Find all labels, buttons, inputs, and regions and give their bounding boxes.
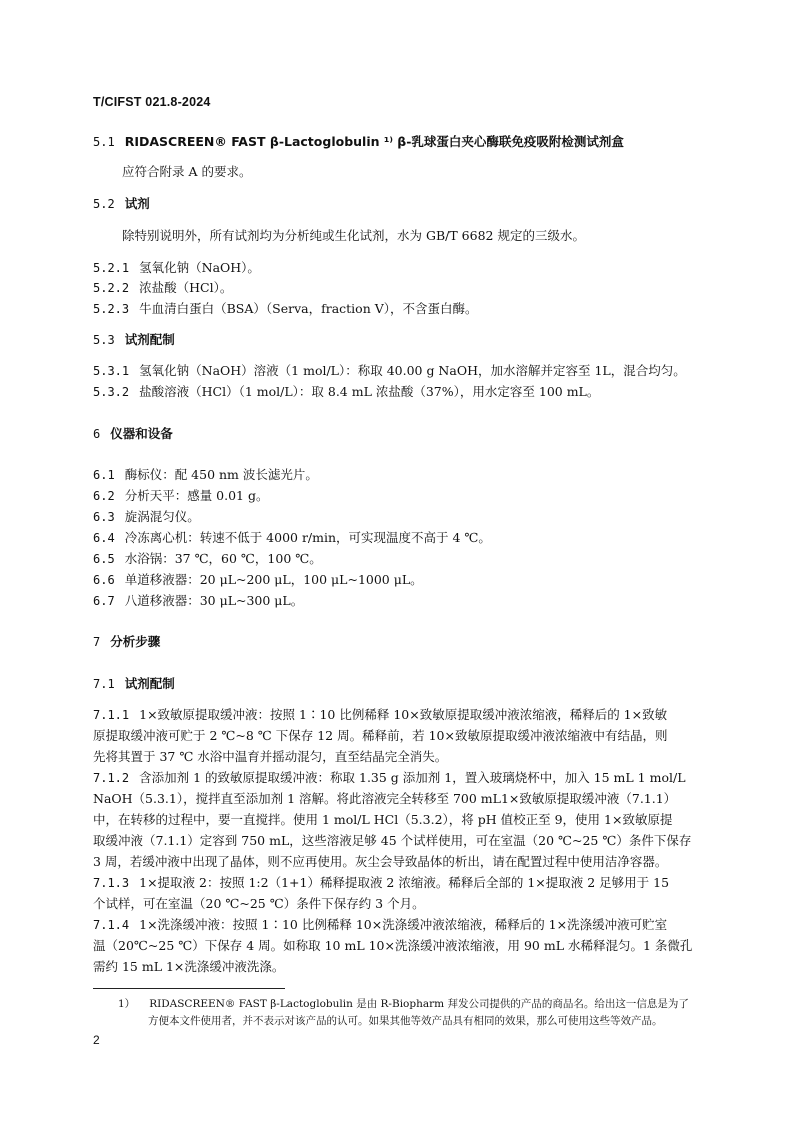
section-number: 7 — [93, 635, 101, 649]
section-number: 5.3 — [93, 333, 115, 347]
item-text: 水浴锅：37 ℃，60 ℃，100 ℃。 — [124, 551, 322, 566]
section-title: 分析步骤 — [110, 634, 161, 649]
item-number: 6.5 — [93, 552, 115, 566]
section-5-2-body: 除特别说明外，所有试剂均为分析纯或生化试剂，水为 GB/T 6682 规定的三级水。 — [122, 228, 585, 243]
item-number: 6.6 — [93, 573, 115, 587]
list-item — [93, 464, 713, 486]
item-number: 5.3.2 — [93, 385, 130, 399]
footnote-text: RIDASCREEN® FAST β-Lactoglobulin 是由 R-Biopharm 拜发公司提供的产品的商品名。给出这一信息是为了 — [149, 998, 689, 1010]
paragraph-7-1-1-line: 原提取缓冲液可贮于 2 ℃~8 ℃ 下保存 12 周。稀释前，若 10×致敏原提取缓冲液浓缩液中有结晶，则 — [93, 728, 668, 743]
section-title: RIDASCREEN® FAST β-Lactoglobulin ¹⁾ β-乳球蛋白夹心酶联免疫吸附检测试剂盒 — [124, 134, 624, 149]
section-5-1-body: 应符合附录 A 的要求。 — [122, 164, 252, 179]
paragraph-7-1-3-line: 个试样，可在室温（20 ℃~25 ℃）条件下保存约 3 个月。 — [93, 896, 425, 911]
paragraph-7-1-4-line: 需约 15 mL 1×洗涤缓冲液洗涤。 — [93, 959, 285, 974]
item-text: 氢氧化钠（NaOH）溶液（1 mol/L）：称取 40.00 g NaOH，加水溶解并定容至 1L，混合均匀。 — [139, 363, 686, 378]
paragraph-text: 1×致敏原提取缓冲液：按照 1∶10 比例稀释 10×致敏原提取缓冲液浓缩液，稀释后的 1×致敏 — [139, 707, 668, 722]
paragraph-7-1-4-line — [93, 914, 713, 936]
item-number: 5.2.2 — [93, 281, 130, 295]
item-number: 5.2.1 — [93, 261, 130, 275]
footnote-mark: 1） — [118, 998, 136, 1010]
list-item — [93, 257, 713, 279]
section-title: 仪器和设备 — [110, 426, 173, 441]
paragraph-7-1-1-line — [93, 704, 713, 726]
list-item — [93, 298, 713, 320]
paragraph-7-1-4-line: 温（20℃~25 ℃）下保存 4 周。如称取 10 mL 10×洗涤缓冲液浓缩液，用 90 mL 水稀释混匀。1 条微孔 — [93, 938, 693, 953]
item-number: 5.3.1 — [93, 364, 130, 378]
item-number: 7.1.3 — [93, 876, 130, 890]
paragraph-7-1-2-line: 中，在转移的过程中，要一直搅拌。使用 1 mol/L HCl（5.3.2），将 pH 值校正至 9，使用 1×致敏原提 — [93, 812, 673, 827]
item-text: 浓盐酸（HCl）。 — [139, 280, 233, 295]
list-item — [93, 506, 713, 528]
section-7-1-heading — [93, 673, 713, 695]
paragraph-7-1-2-line: 取缓冲液（7.1.1）定容到 750 mL，这些溶液足够 45 个试样使用，可在室温（20 ℃~25 ℃）条件下保存 — [93, 833, 692, 848]
section-5-1-heading — [93, 131, 713, 153]
list-item — [93, 569, 713, 591]
list-item — [93, 590, 713, 612]
footnote-line: 方便本文件使用者，并不表示对该产品的认可。如果其他等效产品具有相同的效果，那么可使用这些等效产品。 — [148, 1015, 663, 1027]
section-5-3-heading — [93, 329, 713, 351]
item-number: 6.1 — [93, 468, 115, 482]
list-item — [93, 360, 713, 382]
list-item — [93, 485, 713, 507]
item-number: 6.4 — [93, 531, 115, 545]
item-text: 分析天平：感量 0.01 g。 — [124, 488, 269, 503]
item-text: 冷冻离心机：转速不低于 4000 r/min，可实现温度不高于 4 ℃。 — [124, 530, 491, 545]
section-number: 6 — [93, 427, 101, 441]
standard-code-header: T/CIFST 021.8-2024 — [93, 95, 211, 109]
section-6-heading — [93, 423, 713, 445]
section-5-2-heading — [93, 193, 713, 215]
paragraph-text: 1×提取液 2：按照 1:2（1+1）稀释提取液 2 浓缩液。稀释后全部的 1×提取液 2 足够用于 15 — [139, 875, 670, 890]
paragraph-text: 1×洗涤缓冲液：按照 1∶10 比例稀释 10×洗涤缓冲液浓缩液，稀释后的 1×洗涤缓冲液可贮室 — [139, 917, 668, 932]
item-text: 单道移液器：20 μL~200 μL，100 μL~1000 μL。 — [124, 572, 423, 587]
list-item — [93, 527, 713, 549]
section-number: 5.1 — [93, 135, 115, 149]
list-item — [93, 277, 713, 299]
item-text: 盐酸溶液（HCl）（1 mol/L）：取 8.4 mL 浓盐酸（37%），用水定容至 100 mL。 — [139, 384, 600, 399]
item-number: 7.1.2 — [93, 771, 130, 785]
item-text: 旋涡混匀仪。 — [124, 509, 200, 524]
paragraph-7-1-2-line: NaOH（5.3.1），搅拌直至添加剂 1 溶解。将此溶液完全转移至 700 mL1×致敏原提取缓冲液（7.1.1） — [93, 791, 677, 806]
paragraph-7-1-3-line — [93, 872, 713, 894]
item-text: 八道移液器：30 μL~300 μL。 — [124, 593, 304, 608]
item-number: 7.1.1 — [93, 708, 130, 722]
section-7-heading — [93, 631, 713, 653]
footnote-divider — [93, 988, 285, 989]
section-title: 试剂 — [124, 196, 150, 211]
footnote-line — [118, 996, 713, 1013]
paragraph-text: 含添加剂 1 的致敏原提取缓冲液：称取 1.35 g 添加剂 1，置入玻璃烧杯中，加入 15 mL 1 mol/L — [139, 770, 686, 785]
paragraph-7-1-2-line: 3 周，若缓冲液中出现了晶体，则不应再使用。灰尘会导致晶体的析出，请在配置过程中使用洁净容器。 — [93, 854, 668, 869]
paragraph-7-1-1-line: 先将其置于 37 ℃ 水浴中温育并摇动混匀，直至结晶完全消失。 — [93, 749, 448, 764]
list-item — [93, 381, 713, 403]
item-number: 5.2.3 — [93, 302, 130, 316]
item-text: 酶标仪：配 450 nm 波长滤光片。 — [124, 467, 318, 482]
item-number: 6.3 — [93, 510, 115, 524]
section-number: 5.2 — [93, 197, 115, 211]
item-text: 牛血清白蛋白（BSA）（Serva，fraction V），不含蛋白酶。 — [139, 301, 478, 316]
item-number: 6.2 — [93, 489, 115, 503]
item-number: 7.1.4 — [93, 918, 130, 932]
list-item — [93, 548, 713, 570]
section-number: 7.1 — [93, 677, 115, 691]
item-number: 6.7 — [93, 594, 115, 608]
page-number: 2 — [93, 1033, 100, 1047]
item-text: 氢氧化钠（NaOH）。 — [139, 260, 260, 275]
paragraph-7-1-2-line — [93, 767, 713, 789]
section-title: 试剂配制 — [124, 676, 175, 691]
section-title: 试剂配制 — [124, 332, 175, 347]
